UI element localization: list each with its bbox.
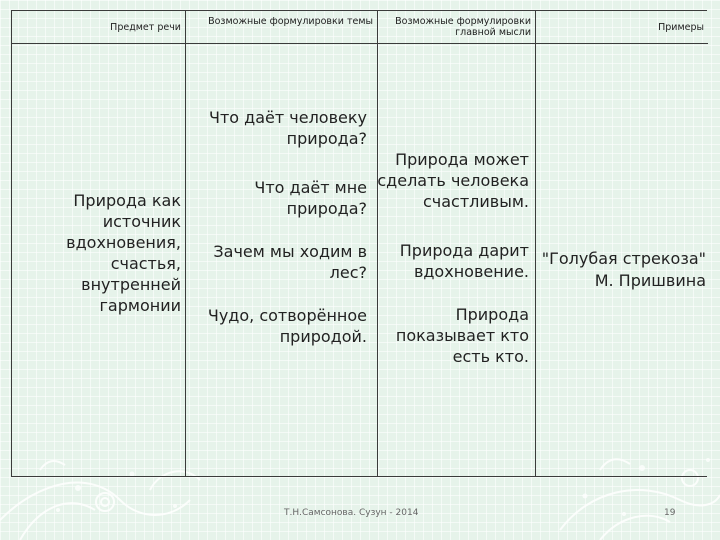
idea-item: Природа показывает кто есть кто. (395, 305, 529, 366)
page-number: 19 (664, 508, 676, 518)
content-table (11, 10, 707, 477)
subject-cell: Природа как источник вдохновения, счастья, внутренней гармонии (66, 191, 181, 315)
table-header-row (12, 11, 708, 44)
theme-item: Зачем мы ходим в лес? (213, 242, 367, 282)
idea-item: Природа дарит вдохновение. (399, 241, 529, 281)
theme-item: Что даёт человеку природа? (209, 108, 367, 148)
examples-cell: "Голубая стрекоза" М. Пришвина (541, 249, 706, 290)
theme-item: Что даёт мне природа? (254, 178, 367, 218)
header-theme: Возможные формулировки темы (208, 16, 373, 27)
header-idea: Возможные формулировки главной мысли (395, 16, 531, 38)
theme-cell (185, 107, 377, 347)
footer-author: Т.Н.Самсонова. Сузун - 2014 (284, 508, 419, 518)
theme-item: Чудо, сотворённое природой. (207, 306, 367, 346)
header-examples: Примеры (658, 22, 704, 33)
header-subject: Предмет речи (110, 22, 181, 33)
column-examples (535, 11, 708, 476)
idea-item: Природа может сделать человека счастливым. (377, 150, 529, 211)
idea-cell (377, 149, 535, 367)
